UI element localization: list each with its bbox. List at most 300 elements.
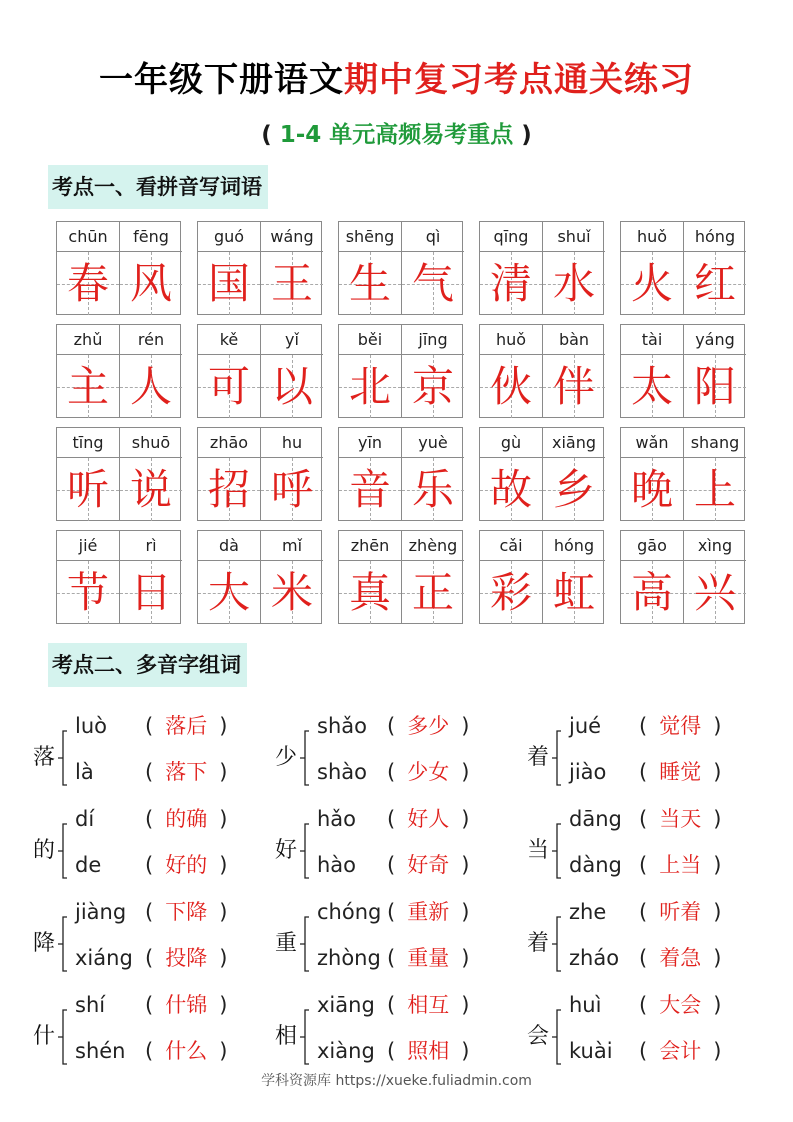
polyphone-group bbox=[275, 713, 490, 803]
character-cell bbox=[119, 222, 182, 315]
character-cell bbox=[57, 531, 119, 624]
paren-open: ( bbox=[145, 900, 154, 924]
polyphone-character: 相 bbox=[275, 1024, 298, 1049]
pinyin-label: yáng bbox=[684, 325, 746, 355]
hanzi-answer bbox=[480, 561, 542, 624]
paren-close: ) bbox=[461, 807, 470, 831]
bracket-icon bbox=[552, 823, 562, 879]
character-cell bbox=[339, 428, 401, 521]
pinyin-label: yǐ bbox=[261, 325, 323, 355]
hanzi-character: 兴 bbox=[693, 568, 736, 617]
reading-row bbox=[317, 990, 469, 1020]
paren-open: ( bbox=[387, 1039, 396, 1063]
paren-close: ) bbox=[713, 900, 722, 924]
paren-close: ) bbox=[219, 714, 228, 738]
hanzi-answer bbox=[57, 252, 119, 315]
pinyin-label: shang bbox=[684, 428, 746, 458]
paren-close: ) bbox=[461, 900, 470, 924]
hanzi-answer bbox=[543, 561, 605, 624]
character-cell bbox=[401, 325, 464, 418]
paren-open: ( bbox=[639, 714, 648, 738]
paren-close: ) bbox=[219, 946, 228, 970]
word-box bbox=[620, 324, 745, 418]
pinyin-label: shuǐ bbox=[543, 222, 605, 252]
hanzi-answer bbox=[120, 458, 182, 521]
answer-word: 重新 bbox=[407, 900, 450, 924]
word-box bbox=[56, 324, 181, 418]
polyphone-character: 落 bbox=[33, 745, 56, 770]
pinyin-label: tài bbox=[621, 325, 683, 355]
answer-word: 什么 bbox=[165, 1039, 208, 1063]
reading-row bbox=[317, 943, 469, 973]
paren-open: ( bbox=[387, 993, 396, 1017]
polyphone-group bbox=[527, 899, 742, 989]
character-cell bbox=[542, 428, 605, 521]
hanzi-answer bbox=[402, 355, 464, 418]
pinyin-label: huǒ bbox=[621, 222, 683, 252]
reading-row bbox=[75, 711, 227, 741]
hanzi-character: 节 bbox=[66, 568, 109, 617]
reading-pinyin: shí bbox=[75, 993, 106, 1017]
word-box bbox=[479, 221, 604, 315]
answer-word: 好奇 bbox=[407, 853, 450, 877]
character-cell bbox=[339, 222, 401, 315]
paren-close: ) bbox=[461, 760, 470, 784]
paren-open: ( bbox=[145, 714, 154, 738]
polyphone-character: 降 bbox=[33, 931, 56, 956]
word-box bbox=[479, 324, 604, 418]
paren-open: ( bbox=[145, 1039, 154, 1063]
answer-word: 重量 bbox=[407, 946, 450, 970]
reading-pinyin: zhòng bbox=[317, 946, 381, 970]
polyphone-group bbox=[275, 992, 490, 1082]
paren-close: ) bbox=[461, 1039, 470, 1063]
reading-pinyin: xiáng bbox=[75, 946, 133, 970]
hanzi-answer bbox=[684, 458, 746, 521]
polyphone-group bbox=[275, 806, 490, 896]
polyphone-character: 好 bbox=[275, 838, 298, 863]
hanzi-answer bbox=[543, 458, 605, 521]
reading-row bbox=[569, 943, 721, 973]
polyphone-character: 会 bbox=[527, 1024, 550, 1049]
hanzi-character: 伴 bbox=[552, 362, 595, 411]
word-box bbox=[338, 530, 463, 624]
hanzi-answer bbox=[543, 355, 605, 418]
character-cell bbox=[260, 325, 323, 418]
character-cell bbox=[621, 222, 683, 315]
hanzi-answer bbox=[402, 458, 464, 521]
answer-word: 落后 bbox=[165, 714, 208, 738]
hanzi-character: 可 bbox=[207, 362, 250, 411]
pinyin-label: zhēn bbox=[339, 531, 401, 561]
pinyin-label: xiāng bbox=[543, 428, 605, 458]
polyphone-group bbox=[275, 899, 490, 989]
hanzi-character: 太 bbox=[630, 362, 673, 411]
polyphone-character: 什 bbox=[33, 1024, 56, 1049]
character-cell bbox=[480, 428, 542, 521]
title-red: 期中复习考点通关练习 bbox=[344, 60, 694, 100]
answer-word: 下降 bbox=[165, 900, 208, 924]
page-subtitle bbox=[0, 116, 793, 149]
paren-close: ) bbox=[219, 993, 228, 1017]
title-black: 一年级下册语文 bbox=[99, 60, 344, 100]
paren-open: ( bbox=[639, 853, 648, 877]
hanzi-character: 高 bbox=[630, 568, 673, 617]
reading-pinyin: hào bbox=[317, 853, 357, 877]
answer-word: 的确 bbox=[165, 807, 208, 831]
polyphone-group bbox=[33, 899, 248, 989]
paren-close: ) bbox=[461, 853, 470, 877]
pinyin-label: rén bbox=[120, 325, 182, 355]
character-cell bbox=[198, 531, 260, 624]
reading-row bbox=[317, 804, 469, 834]
pinyin-label: jīng bbox=[402, 325, 464, 355]
pinyin-label: yīn bbox=[339, 428, 401, 458]
page-title bbox=[0, 52, 793, 101]
character-cell bbox=[119, 325, 182, 418]
hanzi-answer bbox=[684, 252, 746, 315]
polyphone-group bbox=[527, 806, 742, 896]
answer-word: 睡觉 bbox=[659, 760, 702, 784]
polyphone-character: 重 bbox=[275, 931, 298, 956]
word-box bbox=[620, 221, 745, 315]
bracket-icon bbox=[58, 916, 68, 972]
character-cell bbox=[683, 222, 746, 315]
pinyin-label: mǐ bbox=[261, 531, 323, 561]
character-cell bbox=[119, 531, 182, 624]
pinyin-label: kě bbox=[198, 325, 260, 355]
paren-close: ) bbox=[219, 1039, 228, 1063]
reading-pinyin: kuài bbox=[569, 1039, 613, 1063]
hanzi-character: 听 bbox=[66, 465, 109, 514]
hanzi-answer bbox=[402, 252, 464, 315]
answer-word: 落下 bbox=[165, 760, 208, 784]
polyphone-character: 着 bbox=[527, 745, 550, 770]
reading-row bbox=[317, 711, 469, 741]
hanzi-answer bbox=[261, 252, 323, 315]
reading-pinyin: chóng bbox=[317, 900, 382, 924]
subtitle-text: 1-4 单元高频易考重点 bbox=[279, 122, 514, 148]
word-box bbox=[338, 324, 463, 418]
reading-row bbox=[569, 757, 721, 787]
bracket-icon bbox=[300, 730, 310, 786]
pinyin-label: wáng bbox=[261, 222, 323, 252]
character-cell bbox=[260, 428, 323, 521]
word-box bbox=[479, 427, 604, 521]
pinyin-label: guó bbox=[198, 222, 260, 252]
paren-close: ) bbox=[461, 946, 470, 970]
bracket-icon bbox=[300, 1009, 310, 1065]
reading-pinyin: dāng bbox=[569, 807, 622, 831]
hanzi-character: 京 bbox=[411, 362, 454, 411]
reading-pinyin: dàng bbox=[569, 853, 622, 877]
paren-close: ) bbox=[713, 853, 722, 877]
paren-open: ( bbox=[145, 993, 154, 1017]
bracket-icon bbox=[552, 730, 562, 786]
hanzi-character: 彩 bbox=[489, 568, 532, 617]
hanzi-character: 上 bbox=[693, 465, 736, 514]
hanzi-answer bbox=[621, 355, 683, 418]
hanzi-answer bbox=[684, 355, 746, 418]
hanzi-character: 大 bbox=[207, 568, 250, 617]
hanzi-answer bbox=[621, 561, 683, 624]
subtitle-open: ( bbox=[261, 122, 272, 148]
hanzi-character: 以 bbox=[270, 362, 313, 411]
character-cell bbox=[339, 531, 401, 624]
hanzi-character: 故 bbox=[489, 465, 532, 514]
reading-pinyin: luò bbox=[75, 714, 107, 738]
reading-row bbox=[569, 1036, 721, 1066]
paren-open: ( bbox=[639, 760, 648, 784]
hanzi-answer bbox=[57, 561, 119, 624]
word-box bbox=[56, 427, 181, 521]
character-cell bbox=[480, 531, 542, 624]
reading-row bbox=[75, 990, 227, 1020]
hanzi-character: 王 bbox=[270, 259, 313, 308]
hanzi-character: 虹 bbox=[552, 568, 595, 617]
bracket-icon bbox=[58, 1009, 68, 1065]
answer-word: 少女 bbox=[407, 760, 450, 784]
paren-open: ( bbox=[387, 946, 396, 970]
reading-pinyin: dí bbox=[75, 807, 95, 831]
polyphone-character: 的 bbox=[33, 838, 56, 863]
hanzi-character: 米 bbox=[270, 568, 313, 617]
section-heading-polyphones: 考点二、多音字组词 bbox=[48, 643, 247, 687]
pinyin-label: qīng bbox=[480, 222, 542, 252]
pinyin-label: yuè bbox=[402, 428, 464, 458]
paren-open: ( bbox=[145, 807, 154, 831]
pinyin-label: gāo bbox=[621, 531, 683, 561]
character-cell bbox=[57, 428, 119, 521]
hanzi-answer bbox=[198, 252, 260, 315]
pinyin-label: zhāo bbox=[198, 428, 260, 458]
reading-row bbox=[569, 990, 721, 1020]
paren-open: ( bbox=[387, 900, 396, 924]
paren-open: ( bbox=[639, 946, 648, 970]
pinyin-label: huǒ bbox=[480, 325, 542, 355]
pinyin-label: cǎi bbox=[480, 531, 542, 561]
reading-row bbox=[569, 804, 721, 834]
paren-open: ( bbox=[639, 1039, 648, 1063]
character-cell bbox=[401, 222, 464, 315]
answer-word: 着急 bbox=[659, 946, 702, 970]
bracket-icon bbox=[552, 916, 562, 972]
hanzi-character: 正 bbox=[411, 568, 454, 617]
character-cell bbox=[480, 222, 542, 315]
hanzi-answer bbox=[339, 458, 401, 521]
pinyin-label: hu bbox=[261, 428, 323, 458]
hanzi-answer bbox=[261, 458, 323, 521]
answer-word: 会计 bbox=[659, 1039, 702, 1063]
hanzi-character: 主 bbox=[66, 362, 109, 411]
reading-pinyin: de bbox=[75, 853, 102, 877]
paren-close: ) bbox=[713, 760, 722, 784]
reading-pinyin: là bbox=[75, 760, 94, 784]
reading-pinyin: jiàng bbox=[75, 900, 127, 924]
character-cell bbox=[683, 325, 746, 418]
subtitle-close: ) bbox=[521, 122, 532, 148]
hanzi-character: 晚 bbox=[630, 465, 673, 514]
reading-row bbox=[75, 897, 227, 927]
character-cell bbox=[401, 531, 464, 624]
reading-row bbox=[569, 897, 721, 927]
bracket-icon bbox=[300, 823, 310, 879]
reading-pinyin: shén bbox=[75, 1039, 126, 1063]
reading-pinyin: hǎo bbox=[317, 807, 357, 831]
answer-word: 好的 bbox=[165, 853, 208, 877]
hanzi-character: 音 bbox=[348, 465, 391, 514]
word-box bbox=[338, 427, 463, 521]
hanzi-character: 生 bbox=[348, 259, 391, 308]
pinyin-label: bàn bbox=[543, 325, 605, 355]
hanzi-character: 国 bbox=[207, 259, 250, 308]
pinyin-label: hóng bbox=[543, 531, 605, 561]
pinyin-label: jié bbox=[57, 531, 119, 561]
hanzi-answer bbox=[120, 561, 182, 624]
word-box bbox=[56, 530, 181, 624]
pinyin-label: hóng bbox=[684, 222, 746, 252]
character-cell bbox=[480, 325, 542, 418]
pinyin-label: wǎn bbox=[621, 428, 683, 458]
hanzi-answer bbox=[621, 252, 683, 315]
paren-close: ) bbox=[219, 900, 228, 924]
polyphone-character: 当 bbox=[527, 838, 550, 863]
polyphone-group bbox=[527, 992, 742, 1082]
paren-close: ) bbox=[219, 760, 228, 784]
reading-pinyin: xiāng bbox=[317, 993, 375, 1017]
word-box bbox=[620, 427, 745, 521]
word-box bbox=[338, 221, 463, 315]
hanzi-character: 红 bbox=[693, 259, 736, 308]
answer-word: 照相 bbox=[407, 1039, 450, 1063]
reading-pinyin: jué bbox=[569, 714, 602, 738]
hanzi-answer bbox=[261, 561, 323, 624]
footer-watermark: 学科资源库 https://xueke.fuliadmin.com bbox=[261, 1073, 532, 1089]
hanzi-answer bbox=[198, 561, 260, 624]
polyphone-group bbox=[33, 806, 248, 896]
reading-row bbox=[317, 1036, 469, 1066]
answer-word: 大会 bbox=[659, 993, 702, 1017]
reading-row bbox=[569, 850, 721, 880]
hanzi-answer bbox=[120, 252, 182, 315]
hanzi-answer bbox=[339, 561, 401, 624]
paren-open: ( bbox=[387, 760, 396, 784]
answer-word: 什锦 bbox=[165, 993, 208, 1017]
answer-word: 相互 bbox=[407, 993, 450, 1017]
hanzi-answer bbox=[339, 252, 401, 315]
word-box bbox=[56, 221, 181, 315]
reading-pinyin: huì bbox=[569, 993, 602, 1017]
paren-close: ) bbox=[713, 993, 722, 1017]
answer-word: 当天 bbox=[659, 807, 702, 831]
answer-word: 多少 bbox=[407, 714, 450, 738]
character-cell bbox=[683, 428, 746, 521]
paren-open: ( bbox=[145, 760, 154, 784]
reading-row bbox=[75, 943, 227, 973]
hanzi-character: 日 bbox=[129, 568, 172, 617]
hanzi-answer bbox=[684, 561, 746, 624]
character-cell bbox=[542, 325, 605, 418]
paren-close: ) bbox=[713, 807, 722, 831]
hanzi-character: 说 bbox=[129, 465, 172, 514]
hanzi-answer bbox=[480, 252, 542, 315]
paren-close: ) bbox=[713, 946, 722, 970]
hanzi-character: 人 bbox=[129, 362, 172, 411]
hanzi-answer bbox=[402, 561, 464, 624]
hanzi-answer bbox=[339, 355, 401, 418]
character-cell bbox=[198, 222, 260, 315]
character-cell bbox=[119, 428, 182, 521]
pinyin-label: dà bbox=[198, 531, 260, 561]
paren-open: ( bbox=[387, 853, 396, 877]
reading-pinyin: shào bbox=[317, 760, 367, 784]
reading-pinyin: jiào bbox=[569, 760, 607, 784]
hanzi-answer bbox=[198, 355, 260, 418]
paren-open: ( bbox=[387, 807, 396, 831]
hanzi-character: 乡 bbox=[552, 465, 595, 514]
word-box bbox=[620, 530, 745, 624]
reading-row bbox=[75, 804, 227, 834]
pinyin-label: rì bbox=[120, 531, 182, 561]
character-cell bbox=[57, 222, 119, 315]
pinyin-label: gù bbox=[480, 428, 542, 458]
pinyin-label: chūn bbox=[57, 222, 119, 252]
hanzi-character: 真 bbox=[348, 568, 391, 617]
paren-close: ) bbox=[461, 993, 470, 1017]
paren-close: ) bbox=[713, 1039, 722, 1063]
hanzi-character: 招 bbox=[207, 465, 250, 514]
reading-row bbox=[317, 757, 469, 787]
character-cell bbox=[401, 428, 464, 521]
pinyin-label: shuō bbox=[120, 428, 182, 458]
hanzi-answer bbox=[261, 355, 323, 418]
polyphone-character: 着 bbox=[527, 931, 550, 956]
section-heading-pinyin: 考点一、看拼音写词语 bbox=[48, 165, 268, 209]
paren-close: ) bbox=[713, 714, 722, 738]
hanzi-answer bbox=[57, 458, 119, 521]
paren-open: ( bbox=[639, 807, 648, 831]
hanzi-character: 清 bbox=[489, 259, 532, 308]
character-cell bbox=[542, 531, 605, 624]
answer-word: 好人 bbox=[407, 807, 450, 831]
character-cell bbox=[198, 428, 260, 521]
pinyin-label: xìng bbox=[684, 531, 746, 561]
reading-row bbox=[75, 1036, 227, 1066]
pinyin-label: běi bbox=[339, 325, 401, 355]
reading-row bbox=[569, 711, 721, 741]
paren-close: ) bbox=[219, 853, 228, 877]
hanzi-character: 北 bbox=[348, 362, 391, 411]
hanzi-character: 阳 bbox=[693, 362, 736, 411]
word-box bbox=[197, 427, 322, 521]
hanzi-answer bbox=[480, 458, 542, 521]
pinyin-label: qì bbox=[402, 222, 464, 252]
hanzi-answer bbox=[57, 355, 119, 418]
word-box bbox=[197, 530, 322, 624]
character-cell bbox=[339, 325, 401, 418]
hanzi-character: 伙 bbox=[489, 362, 532, 411]
polyphone-group bbox=[527, 713, 742, 803]
reading-pinyin: zhe bbox=[569, 900, 607, 924]
hanzi-character: 风 bbox=[129, 259, 172, 308]
paren-open: ( bbox=[387, 714, 396, 738]
pinyin-label: zhǔ bbox=[57, 325, 119, 355]
character-cell bbox=[621, 531, 683, 624]
answer-word: 听着 bbox=[659, 900, 702, 924]
hanzi-character: 气 bbox=[411, 259, 454, 308]
character-cell bbox=[621, 428, 683, 521]
paren-open: ( bbox=[145, 946, 154, 970]
